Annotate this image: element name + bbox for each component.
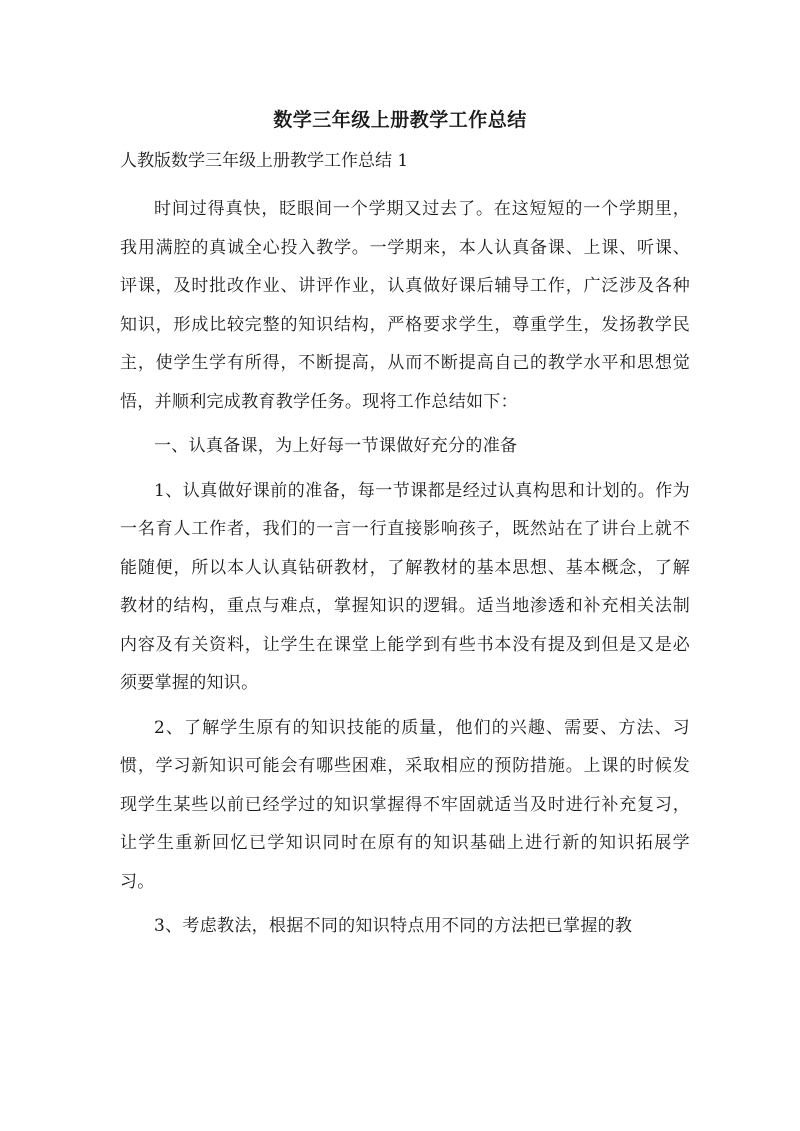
- paragraph-intro: 时间过得真快，眨眼间一个学期又过去了。在这短短的一个学期里，我用满腔的真诚全心投入教学。一学期来，本人认真备课、上课、听课、评课，及时批改作业、讲评作业，认真做好课后辅导工作，广泛涉及各种知识，形成比较完整的知识结构，严格要求学生，尊重学生，发扬教学民主，使学生学有所得，不断提高，从而不断提高自己的教学水平和思想觉悟，并顺利完成教育教学任务。现将工作总结如下：: [120, 199, 690, 412]
- paragraph-item-3: 3、考虑教法，根据不同的知识特点用不同的方法把已掌握的教: [154, 916, 633, 936]
- document-title: 数学三年级上册教学工作总结: [273, 109, 527, 131]
- paragraph-item-2: 2、了解学生原有的知识技能的质量，他们的兴趣、需要、方法、习惯，学习新知识可能会有哪些困难，采取相应的预防措施。上课的时候发现学生某些以前已经学过的知识掌握得不牢固就适当及时进行补充复习，让学生重新回忆已学知识同时在原有的知识基础上进行新的知识拓展学习。: [120, 717, 690, 892]
- document-body: [120, 190, 690, 946]
- paragraph-section-heading: 一、认真备课，为上好每一节课做好充分的准备: [154, 436, 518, 456]
- document-subtitle: 人教版数学三年级上册教学工作总结 1: [120, 151, 409, 171]
- paragraph-item-1: 1、认真做好课前的准备，每一节课都是经过认真构思和计划的。作为一名育人工作者，我们的一言一行直接影响孩子，既然站在了讲台上就不能随便，所以本人认真钻研教材，了解教材的基本思想、基本概念，了解教材的结构，重点与难点，掌握知识的逻辑。适当地渗透和补充相关法制内容及有关资料，让学生在课堂上能学到有些书本没有提及到但是又是必须要掌握的知识。: [120, 480, 690, 693]
